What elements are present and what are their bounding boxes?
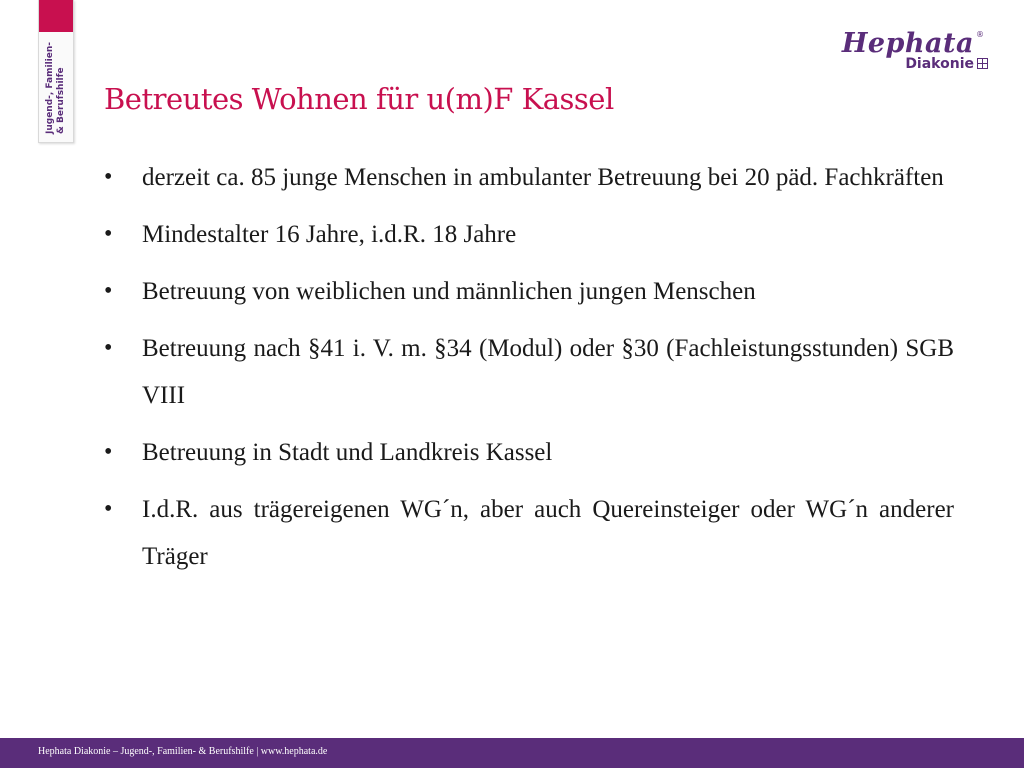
section-tab xyxy=(38,0,74,143)
diakonie-cross-icon xyxy=(977,58,988,69)
bullet-dot-icon: • xyxy=(104,335,113,361)
bullet-dot-icon: • xyxy=(104,221,113,247)
section-tab-line-1: Jugend-, Familien- xyxy=(45,41,56,135)
slide-title: Betreutes Wohnen für u(m)F Kassel xyxy=(104,82,614,116)
bullet-text: Mindestalter 16 Jahre, i.d.R. 18 Jahre xyxy=(142,221,517,248)
bullet-dot-icon: • xyxy=(104,278,113,304)
section-tab-accent xyxy=(39,0,73,32)
bullet-item xyxy=(104,154,954,201)
bullet-list xyxy=(104,154,954,590)
bullet-text: derzeit ca. 85 junge Menschen in ambulanter Betreuung bei 20 päd. Fachkräften xyxy=(142,164,944,191)
section-tab-label xyxy=(45,42,67,134)
bullet-text: Betreuung nach §41 i. V. m. §34 (Modul) oder §30 (Fachleistungsstunden) SGB VIII xyxy=(142,335,954,409)
bullet-dot-icon: • xyxy=(104,439,113,465)
logo-wordmark: Hephata xyxy=(841,28,974,59)
bullet-dot-icon: • xyxy=(104,496,113,522)
bullet-item xyxy=(104,268,954,315)
bullet-text: I.d.R. aus trägereigenen WG´n, aber auch Quereinsteiger oder WG´n anderer Träger xyxy=(142,496,954,570)
bullet-item xyxy=(104,429,954,476)
bullet-dot-icon: • xyxy=(104,164,113,190)
bullet-item xyxy=(104,486,954,580)
bullet-item xyxy=(104,211,954,258)
section-tab-line-2: & Berufshilfe xyxy=(56,67,67,135)
bullet-text: Betreuung von weiblichen und männlichen jungen Menschen xyxy=(142,278,756,305)
hephata-logo xyxy=(838,28,988,76)
logo-subtitle: Diakonie xyxy=(905,56,974,72)
logo-registered-mark: ® xyxy=(976,30,984,39)
bullet-item xyxy=(104,325,954,419)
bullet-text: Betreuung in Stadt und Landkreis Kassel xyxy=(142,439,553,466)
footer-text: Hephata Diakonie – Jugend-, Familien- & Berufshilfe | www.hephata.de xyxy=(38,746,328,757)
footer-bar xyxy=(0,738,1024,768)
